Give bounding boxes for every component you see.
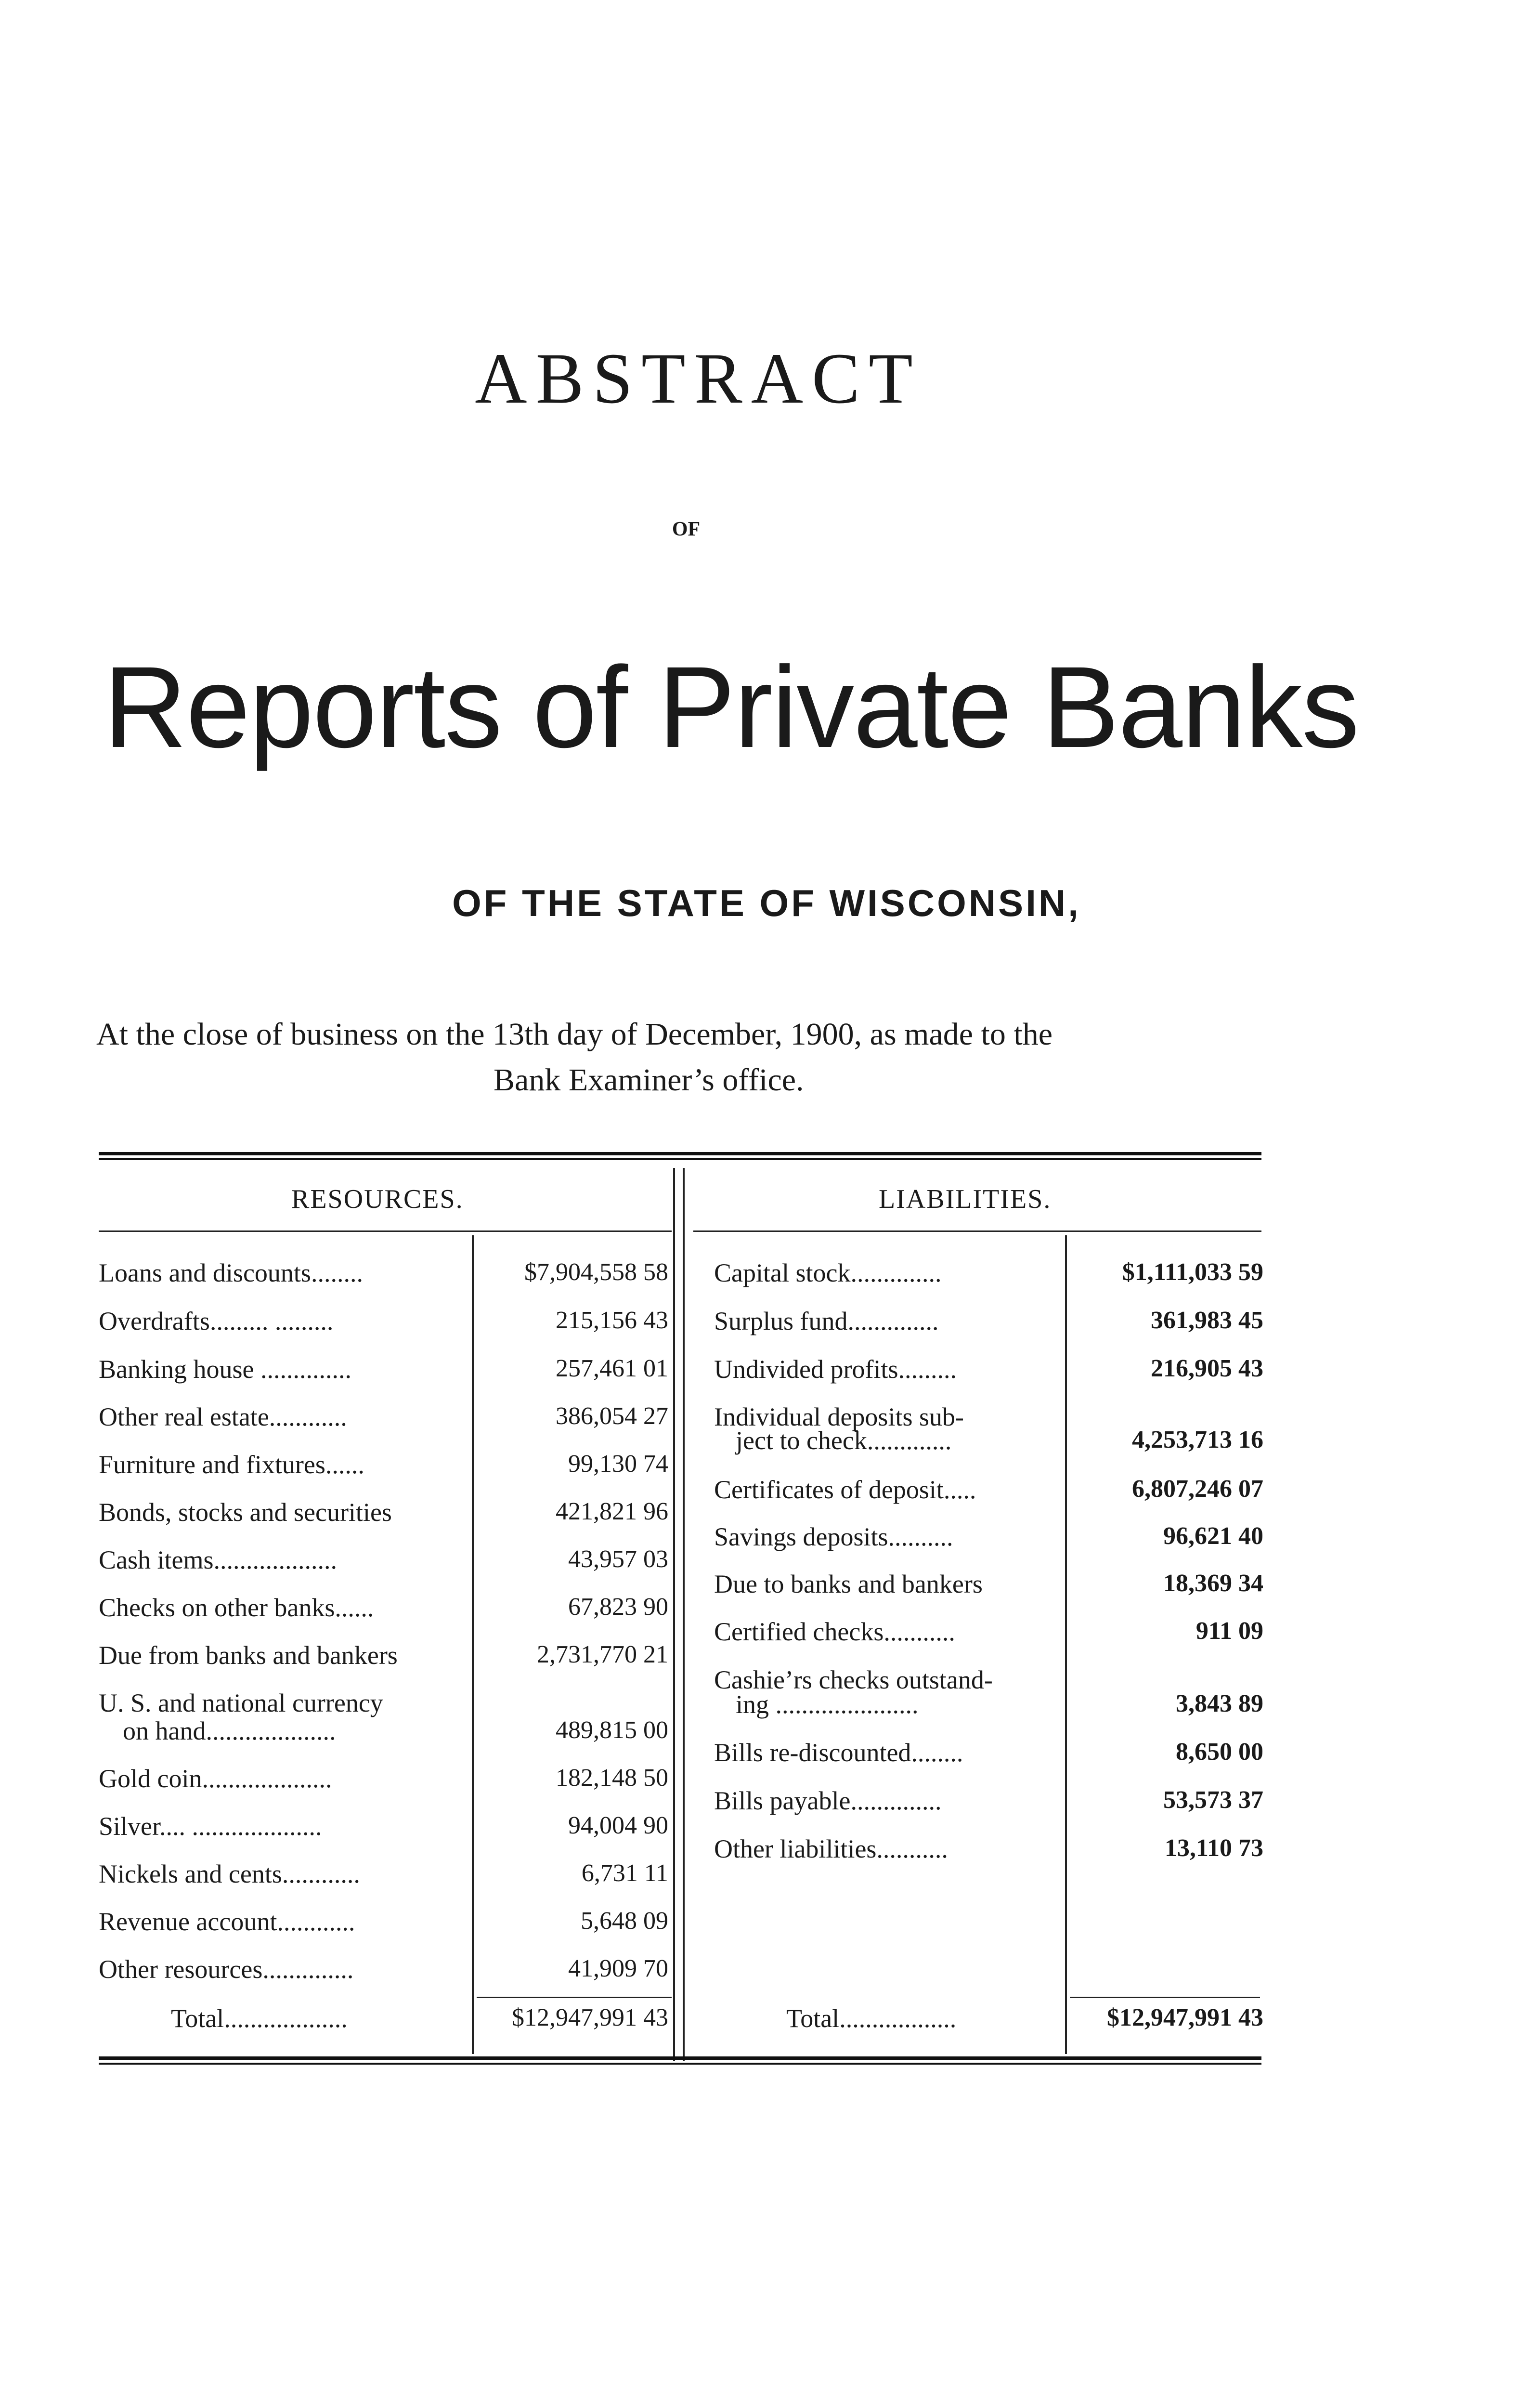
resource-label: Bonds, stocks and securities: [99, 1498, 392, 1527]
liability-label: Surplus fund..............: [714, 1307, 939, 1335]
liability-value: 8,650 00: [1176, 1738, 1263, 1766]
liability-value: 18,369 34: [1163, 1570, 1263, 1597]
table-top-rule: [99, 1152, 1261, 1160]
liability-label: Cashie’rs checks outstand-: [714, 1665, 993, 1694]
resource-label: Other resources..............: [99, 1955, 354, 1984]
resource-label: Checks on other banks......: [99, 1593, 374, 1622]
liability-value: 53,573 37: [1163, 1786, 1263, 1814]
title-abstract: ABSTRACT: [475, 339, 922, 419]
liability-label: Other liabilities...........: [714, 1834, 948, 1863]
resource-label: Furniture and fixtures......: [99, 1450, 364, 1479]
resource-value: $7,904,558 58: [524, 1258, 668, 1286]
intro-line-2: Bank Examiner’s office.: [494, 1062, 804, 1098]
liability-value: 96,621 40: [1163, 1522, 1263, 1550]
resources-total-value: $12,947,991 43: [512, 2004, 668, 2031]
liability-value: 911 09: [1195, 1617, 1263, 1645]
resource-value: 182,148 50: [556, 1764, 668, 1792]
resource-label: Silver.... ....................: [99, 1812, 322, 1841]
liability-label: Savings deposits..........: [714, 1522, 953, 1551]
resource-value: 94,004 90: [568, 1812, 668, 1839]
resource-value: 2,731,770 21: [537, 1641, 668, 1668]
liability-label: Due to banks and bankers: [714, 1570, 983, 1598]
center-divider-2: [683, 1168, 685, 2061]
resource-label: Cash items...................: [99, 1545, 337, 1574]
liability-label: Capital stock..............: [714, 1258, 942, 1287]
resource-value: 5,648 09: [581, 1907, 668, 1935]
liability-label: Bills re-discounted........: [714, 1738, 963, 1767]
resource-label: Revenue account............: [99, 1907, 355, 1936]
liability-value: $1,111,033 59: [1122, 1258, 1263, 1286]
resources-total-label: Total...................: [171, 2004, 348, 2033]
resource-label: Due from banks and bankers: [99, 1641, 398, 1670]
liability-label: Bills payable..............: [714, 1786, 942, 1815]
resources-header: RESOURCES.: [291, 1184, 464, 1214]
resource-label-cont: on hand....................: [123, 1716, 336, 1745]
resource-value: 67,823 90: [568, 1593, 668, 1621]
liability-label: Certificates of deposit.....: [714, 1475, 976, 1504]
resource-label: Gold coin....................: [99, 1764, 332, 1793]
liabilities-header: LIABILITIES.: [879, 1184, 1052, 1214]
title-of: OF: [672, 518, 701, 540]
resource-label: Banking house ..............: [99, 1355, 351, 1384]
liabilities-value-divider: [1065, 1235, 1067, 2054]
liability-value: 13,110 73: [1164, 1834, 1263, 1862]
liabilities-header-rule: [693, 1230, 1261, 1232]
resource-value: 489,815 00: [556, 1716, 668, 1744]
liability-label: Undivided profits.........: [714, 1355, 957, 1384]
resource-label: Nickels and cents............: [99, 1859, 360, 1888]
resource-label: Overdrafts......... .........: [99, 1307, 334, 1335]
page-title: Reports of Private Banks: [104, 642, 1359, 772]
liability-label: Certified checks...........: [714, 1617, 955, 1646]
resource-value: 41,909 70: [568, 1955, 668, 1982]
liability-label: Individual deposits sub-: [714, 1402, 964, 1431]
resources-value-divider: [472, 1235, 474, 2054]
center-divider-1: [673, 1168, 675, 2061]
liability-value: 361,983 45: [1151, 1307, 1263, 1334]
table-bottom-rule: [99, 2056, 1261, 2065]
resource-value: 43,957 03: [568, 1545, 668, 1573]
resources-header-rule: [99, 1230, 672, 1232]
resource-value: 386,054 27: [556, 1402, 668, 1430]
liability-value: 216,905 43: [1151, 1355, 1263, 1382]
liability-label-cont: ject to check.............: [736, 1426, 952, 1455]
resource-value: 215,156 43: [556, 1307, 668, 1334]
state-subtitle: OF THE STATE OF WISCONSIN,: [452, 882, 1081, 924]
liabilities-total-rule: [1070, 1997, 1260, 1998]
resource-label: Loans and discounts........: [99, 1258, 363, 1287]
resource-value: 99,130 74: [568, 1450, 668, 1478]
resource-label: U. S. and national currency: [99, 1688, 383, 1717]
liability-label-cont: ing ......................: [736, 1690, 919, 1719]
liability-value: 4,253,713 16: [1132, 1426, 1263, 1453]
resource-value: 257,461 01: [556, 1355, 668, 1382]
liabilities-total-value: $12,947,991 43: [1107, 2004, 1263, 2031]
liability-value: 3,843 89: [1176, 1690, 1263, 1717]
resource-value: 6,731 11: [581, 1859, 668, 1887]
intro-line-1: At the close of business on the 13th day of December, 1900, as made to the: [96, 1017, 1053, 1052]
resource-label: Other real estate............: [99, 1402, 347, 1431]
resources-total-rule: [477, 1997, 672, 1998]
liabilities-total-label: Total..................: [786, 2004, 957, 2033]
resource-value: 421,821 96: [556, 1498, 668, 1525]
liability-value: 6,807,246 07: [1132, 1475, 1263, 1503]
